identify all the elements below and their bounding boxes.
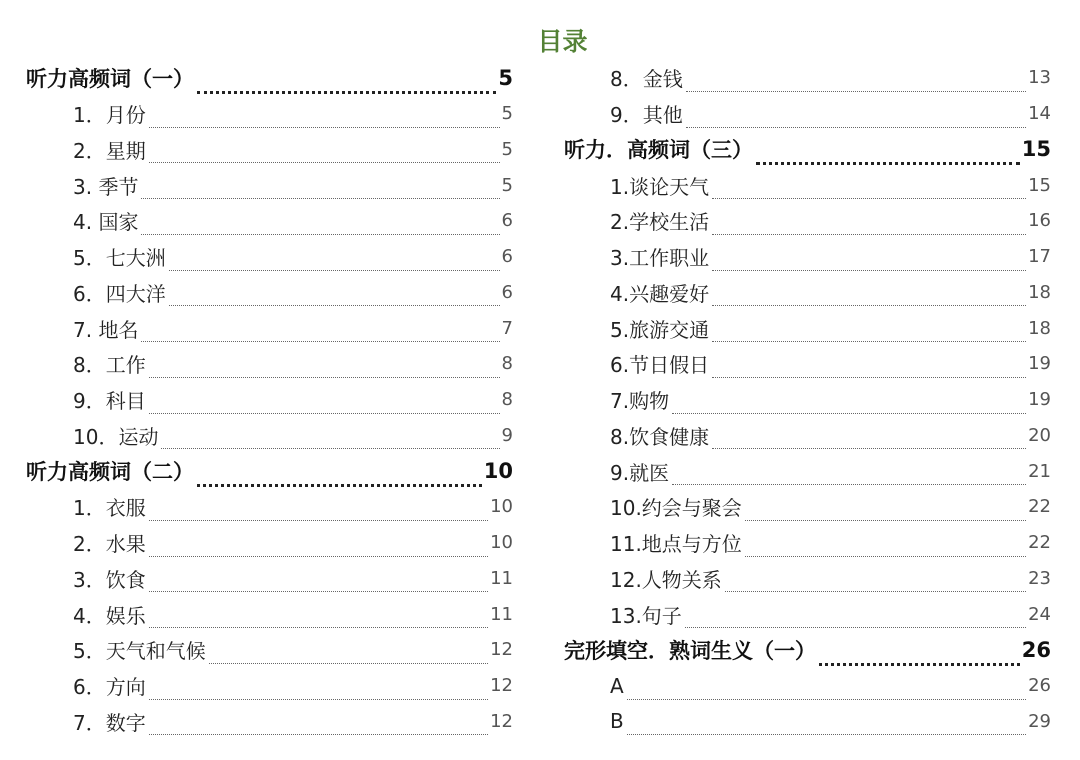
toc-page-number: 5 [501,138,513,160]
toc-entry-label: 4．娱乐 [73,603,146,628]
toc-page-number: 15 [1021,137,1051,162]
toc-entry-label: 8.饮食健康 [610,424,710,449]
toc-entry-label: 1．月份 [73,103,146,128]
toc-entry-label: 2.学校生活 [610,210,710,235]
toc-page-number: 22 [1028,496,1051,518]
toc-entry-label: 4. 国家 [73,210,139,235]
toc-dot-leader [197,90,496,94]
toc-page-number: 29 [1028,710,1051,732]
toc-title: 目录 [537,27,588,56]
toc-dot-leader [149,126,500,128]
toc-section-entry[interactable] [564,632,1051,668]
toc-dot-leader [745,519,1026,521]
toc-entry[interactable] [564,561,1051,597]
toc-entry[interactable] [26,346,513,382]
toc-entry-label: 听力．高频词（三） [564,138,753,163]
toc-section-entry[interactable] [26,60,513,96]
toc-page-number: 8 [501,353,513,375]
toc-dot-leader [712,447,1026,449]
toc-entry-label: 5．七大洲 [73,246,166,271]
toc-entry[interactable] [26,275,513,311]
toc-dot-leader [686,90,1026,92]
toc-entry[interactable] [564,382,1051,418]
toc-page-number: 10 [490,496,513,518]
toc-page-number: 20 [1028,424,1051,446]
toc-entry[interactable] [26,310,513,346]
toc-page-number: 8 [501,389,513,411]
toc-dot-leader [672,483,1026,485]
toc-entry[interactable] [564,668,1051,704]
toc-page-number: 12 [490,710,513,732]
toc-entry-label: 2．星期 [73,138,146,163]
toc-entry-label: 8．工作 [73,353,146,378]
toc-entry-label: 9.就医 [610,460,670,485]
toc-entry[interactable] [26,382,513,418]
toc-dot-leader [627,733,1026,735]
toc-dot-leader [169,304,500,306]
toc-entry-label: 9．其他 [610,103,683,128]
toc-dot-leader [141,340,499,342]
toc-entry[interactable] [26,561,513,597]
toc-page-number: 15 [1028,174,1051,196]
toc-entry-label: 3.工作职业 [610,246,710,271]
toc-dot-leader [149,412,500,414]
toc-page-number: 5 [501,103,513,125]
toc-entry-label: 听力高频词（二） [26,460,194,485]
toc-dot-leader [169,269,500,271]
toc-entry-label: 12.人物关系 [610,567,722,592]
toc-dot-leader [149,376,500,378]
toc-page-number: 6 [501,246,513,268]
toc-entry[interactable] [26,632,513,668]
toc-dot-leader [161,447,499,449]
toc-dot-leader [197,483,482,487]
toc-entry-label: 1.谈论天气 [610,174,710,199]
toc-dot-leader [745,555,1026,557]
toc-dot-leader [627,698,1026,700]
toc-dot-leader [819,662,1020,666]
toc-dot-leader [149,519,488,521]
toc-entry[interactable] [26,203,513,239]
toc-entry[interactable] [564,453,1051,489]
toc-entry-label: 9．科目 [73,389,146,414]
toc-page-number: 19 [1028,389,1051,411]
toc-page-number: 7 [501,317,513,339]
toc-page-number: 18 [1028,317,1051,339]
toc-page-number: 5 [501,174,513,196]
toc-entry-label: 1．衣服 [73,496,146,521]
toc-entry[interactable] [564,418,1051,454]
toc-entry-label: 2．水果 [73,532,146,557]
toc-entry-label: 3. 季节 [73,174,139,199]
toc-entry-label: 7．数字 [73,710,146,735]
toc-page-number: 26 [1028,675,1051,697]
toc-section-entry[interactable] [564,132,1051,168]
toc-entry[interactable] [26,525,513,561]
toc-right-column [564,60,1051,739]
toc-entry[interactable] [26,132,513,168]
toc-entry-label: 完形填空．熟词生义（一） [564,638,816,663]
toc-dot-leader [712,340,1026,342]
toc-dot-leader [672,412,1026,414]
toc-entry[interactable] [564,239,1051,275]
toc-page-number: 11 [490,567,513,589]
toc-page-number: 9 [501,424,513,446]
toc-dot-leader [141,233,499,235]
toc-page-number: 16 [1028,210,1051,232]
toc-dot-leader [712,233,1026,235]
toc-section-entry[interactable] [26,453,513,489]
toc-entry-label: 11.地点与方位 [610,532,742,557]
toc-entry-label: 7. 地名 [73,317,139,342]
toc-dot-leader [685,626,1026,628]
toc-page-number: 22 [1028,532,1051,554]
toc-entry[interactable] [564,167,1051,203]
toc-page-number: 6 [501,210,513,232]
toc-page-number: 6 [501,281,513,303]
toc-entry-label: 6.节日假日 [610,353,710,378]
toc-entry-label: B [610,709,624,734]
toc-dot-leader [712,304,1026,306]
toc-dot-leader [149,555,488,557]
toc-entry[interactable] [564,596,1051,632]
toc-entry[interactable] [564,525,1051,561]
toc-dot-leader [149,698,488,700]
toc-entry-label: 7.购物 [610,389,670,414]
toc-dot-leader [149,590,488,592]
toc-entry[interactable] [564,346,1051,382]
toc-entry[interactable] [564,310,1051,346]
toc-entry[interactable] [26,167,513,203]
toc-page-number: 21 [1028,460,1051,482]
toc-page-number: 12 [490,639,513,661]
toc-entry-label: 5．天气和气候 [73,639,206,664]
toc-entry[interactable] [564,96,1051,132]
toc-entry[interactable] [564,60,1051,96]
toc-entry[interactable] [26,668,513,704]
toc-dot-leader [149,161,500,163]
toc-entry-label: 3．饮食 [73,567,146,592]
toc-entry-label: 听力高频词（一） [26,66,194,91]
toc-dot-leader [712,376,1026,378]
toc-entry-label: 5.旅游交通 [610,317,710,342]
toc-page-number: 14 [1028,103,1051,125]
toc-entry[interactable] [26,239,513,275]
toc-page-number: 26 [1021,637,1051,662]
toc-page-number: 5 [498,65,513,90]
toc-entry-label: 6．四大洋 [73,281,166,306]
toc-entry[interactable] [564,704,1051,740]
toc-dot-leader [141,197,499,199]
toc-dot-leader [725,590,1026,592]
toc-dot-leader [686,126,1026,128]
toc-entry-label: 13.句子 [610,603,682,628]
toc-page-number: 19 [1028,353,1051,375]
toc-page-number: 10 [490,532,513,554]
toc-entry[interactable] [564,275,1051,311]
toc-entry[interactable] [564,203,1051,239]
toc-page-number: 10 [483,459,513,484]
toc-entry-label: 10.约会与聚会 [610,496,742,521]
toc-dot-leader [756,161,1020,165]
toc-entry-label: 10．运动 [73,424,159,449]
toc-entry[interactable] [26,596,513,632]
toc-page-number: 24 [1028,603,1051,625]
toc-page-number: 12 [490,675,513,697]
toc-entry-label: 6．方向 [73,675,146,700]
toc-entry-label: 4.兴趣爱好 [610,281,710,306]
toc-entry[interactable] [26,96,513,132]
toc-entry[interactable] [26,489,513,525]
toc-entry-label: 8．金钱 [610,67,683,92]
toc-page-number: 13 [1028,67,1051,89]
toc-dot-leader [209,662,488,664]
toc-page-number: 23 [1028,567,1051,589]
toc-dot-leader [712,197,1026,199]
toc-dot-leader [149,626,488,628]
toc-page-number: 17 [1028,246,1051,268]
toc-page-number: 18 [1028,281,1051,303]
toc-left-column [26,60,513,739]
toc-dot-leader [712,269,1026,271]
toc-page-number: 11 [490,603,513,625]
toc-entry[interactable] [26,418,513,454]
toc-dot-leader [149,733,488,735]
toc-entry[interactable] [26,704,513,740]
toc-entry-label: A [610,673,624,698]
toc-entry[interactable] [564,489,1051,525]
